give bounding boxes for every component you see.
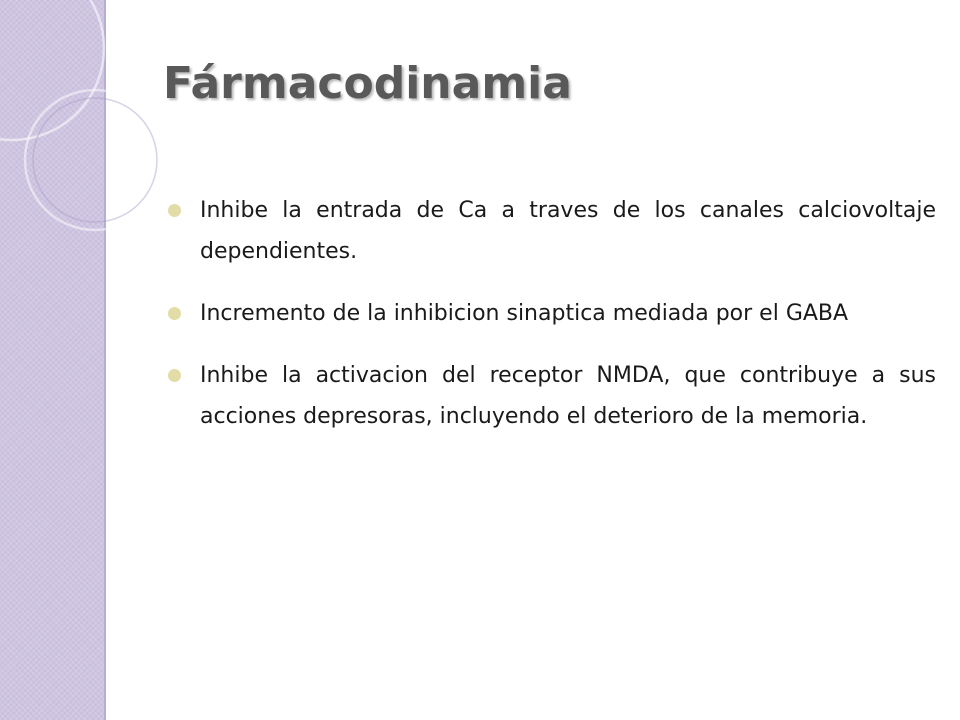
bullet-item — [160, 190, 936, 272]
side-band-decoration — [0, 0, 104, 720]
bullet-list — [160, 190, 936, 458]
side-band-edge — [104, 0, 106, 720]
bullet-text: Incremento de la inhibicion sinaptica mediada por el GABA — [200, 301, 849, 326]
circle-bullet-icon — [168, 307, 181, 320]
bullet-item — [160, 355, 936, 437]
bullet-item — [160, 293, 936, 334]
bullet-text: Inhibe la activacion del receptor NMDA, que contribuye a sus acciones depresoras, incluyendo el deterioro de la memoria. — [200, 363, 936, 429]
circle-bullet-icon — [168, 369, 181, 382]
circle-bullet-icon — [168, 204, 181, 217]
slide-title: Fármacodinamia — [163, 58, 572, 109]
bullet-text: Inhibe la entrada de Ca a traves de los canales calciovoltaje dependientes. — [200, 198, 936, 264]
